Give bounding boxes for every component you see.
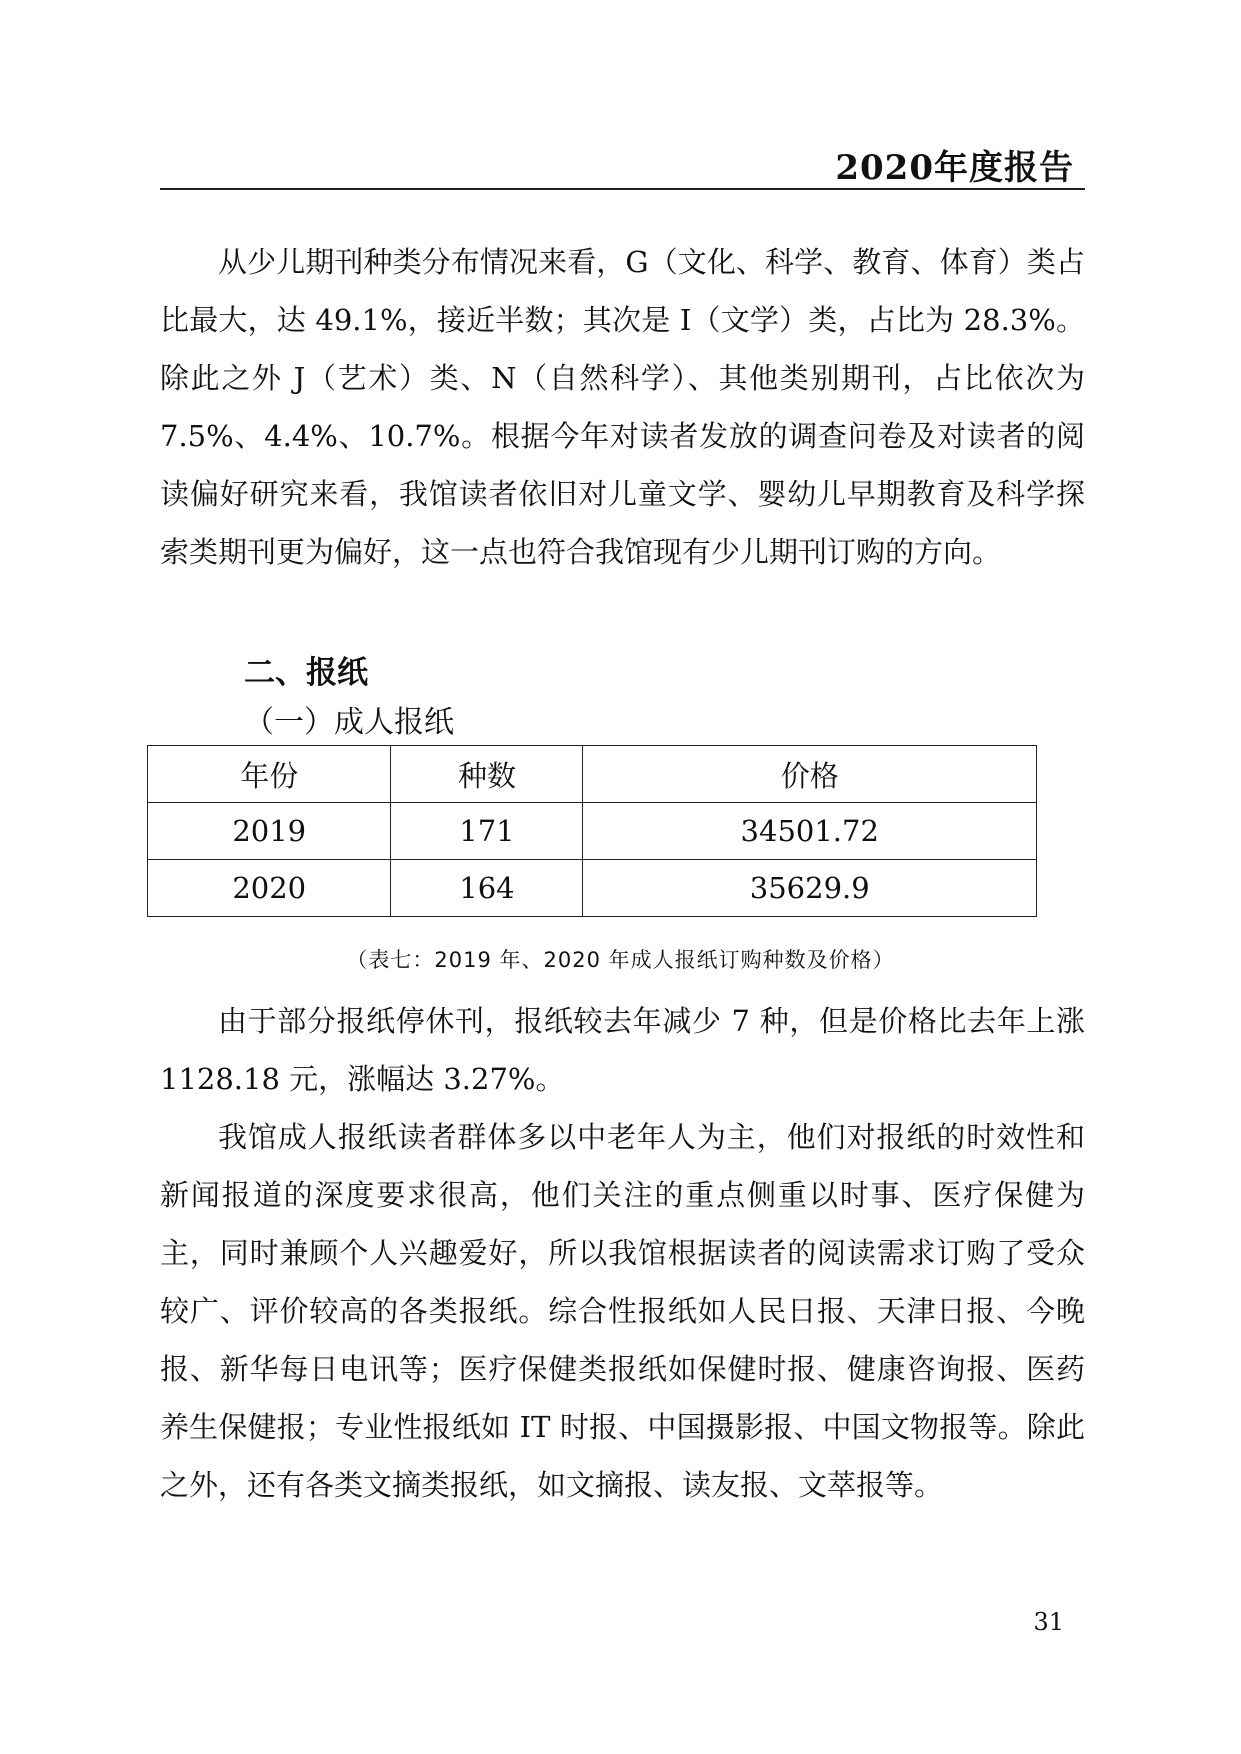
sub-heading-adult-newspapers: （一）成人报纸 (244, 705, 454, 740)
report-header-title: 2020年度报告 (835, 148, 1074, 188)
column-header-count: 种数 (391, 746, 583, 803)
cell-count: 171 (391, 803, 583, 860)
header-divider (160, 188, 1085, 190)
cell-count: 164 (391, 860, 583, 917)
cell-year: 2020 (148, 860, 391, 917)
cell-price: 34501.72 (583, 803, 1037, 860)
paragraph-reader-groups: 我馆成人报纸读者群体多以中老年人为主，他们对报纸的时效性和新闻报道的深度要求很高，他们关注的重点侧重以时事、医疗保健为主，同时兼顾个人兴趣爱好，所以我馆根据读者的阅读需求订购了受众较广、评价较高的各类报纸。综合性报纸如人民日报、天津日报、今晚报、新华每日电讯等；医疗保健类报纸如保健时报、健康咨询报、医药养生保健报；专业性报纸如 IT 时报、中国摄影报、中国文物报等。除此之外，还有各类文摘类报纸，如文摘报、读友报、文萃报等。 (160, 1120, 1085, 1502)
page-number: 31 (1033, 1608, 1064, 1636)
table-row (148, 860, 1037, 917)
section-heading-newspapers: 二、报纸 (244, 655, 368, 691)
paragraph-price-change: 由于部分报纸停休刊，报纸较去年减少 7 种，但是价格比去年上涨 1128.18 元，涨幅达 3.27%。 (160, 1004, 1085, 1096)
cell-price: 35629.9 (583, 860, 1037, 917)
table-row (148, 803, 1037, 860)
cell-year: 2019 (148, 803, 391, 860)
column-header-price: 价格 (583, 746, 1037, 803)
newspaper-subscription-table (147, 745, 1037, 917)
paragraph-periodical-distribution: 从少儿期刊种类分布情况来看，G（文化、科学、教育、体育）类占比最大，达 49.1%，接近半数；其次是 I（文学）类，占比为 28.3%。除此之外 J（艺术）类、N（自然科学）、其他类别期刊，占比依次为 7.5%、4.4%、10.7%。根据今年对读者发放的调查问卷及对读者的阅读偏好研究来看，我馆读者依旧对儿童文学、婴幼儿早期教育及科学探索类期刊更为偏好，这一点也符合我馆现有少儿期刊订购的方向。 (160, 245, 1085, 569)
table-header-row (148, 746, 1037, 803)
column-header-year: 年份 (148, 746, 391, 803)
table-caption: （表七：2019 年、2020 年成人报纸订购种数及价格） (346, 948, 895, 972)
